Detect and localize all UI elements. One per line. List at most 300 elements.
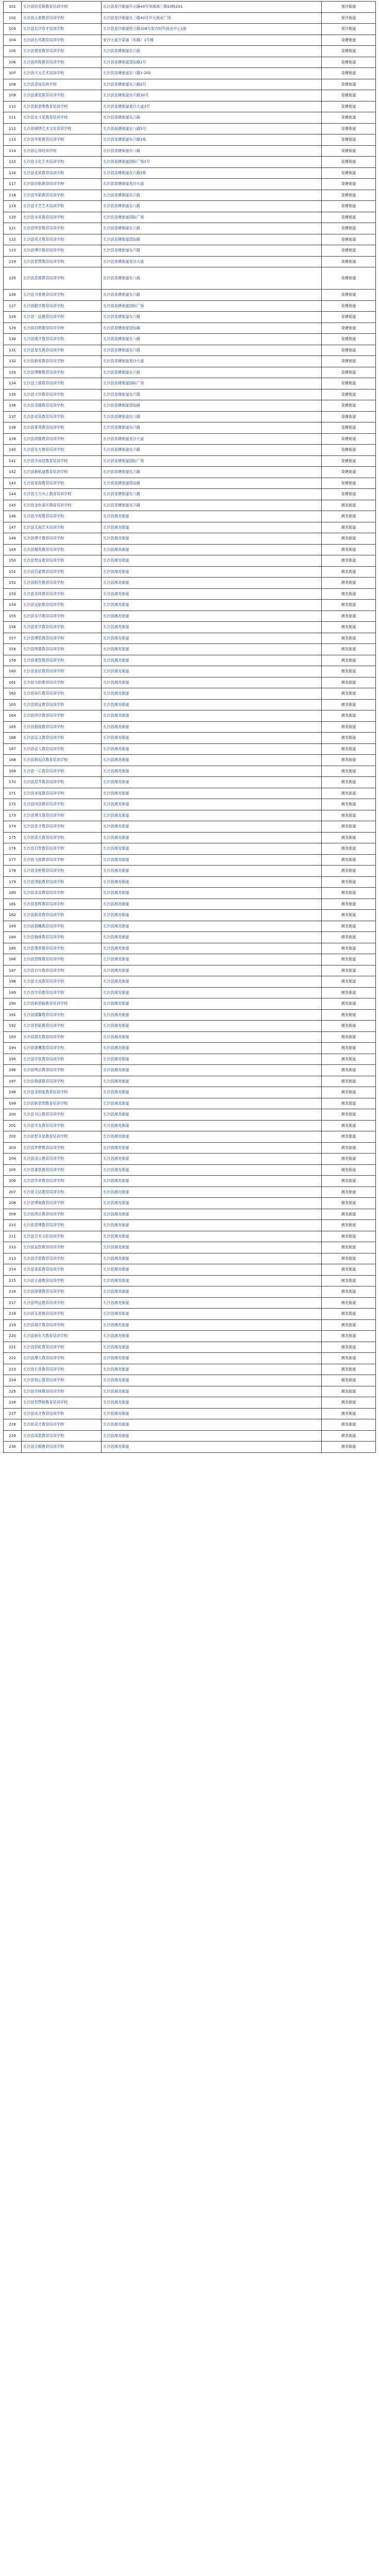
school-name: 长沙县翔宇教育培训学校 xyxy=(22,1319,102,1331)
row-number: 192 xyxy=(4,1021,22,1032)
school-area: 湘龙街道 xyxy=(322,1309,376,1320)
table-row xyxy=(4,1043,376,1054)
school-name: 长沙县德星教育培训学校 xyxy=(22,46,102,57)
school-name: 长沙县梦想教育培训学校 xyxy=(22,1142,102,1154)
table-row xyxy=(4,267,376,290)
school-area: 泉塘街道 xyxy=(322,433,376,445)
school-address: 长沙县泉塘街道东六路30号 xyxy=(102,90,322,101)
table-row xyxy=(4,145,376,157)
row-number: 176 xyxy=(4,843,22,855)
school-address: 长沙县湘龙街道 xyxy=(102,777,322,788)
school-address: 长沙县湘龙街道 xyxy=(102,854,322,866)
row-number: 224 xyxy=(4,1375,22,1386)
school-name: 长沙县同创教育培训学校 xyxy=(22,799,102,810)
school-name: 长沙县天成教育培训学校 xyxy=(22,976,102,988)
school-name: 长沙县心得培训学校 xyxy=(22,145,102,157)
school-name: 长沙县新东方教育培训学校 xyxy=(22,1331,102,1342)
table-row xyxy=(4,478,376,489)
row-number: 147 xyxy=(4,522,22,533)
table-row xyxy=(4,1087,376,1098)
school-name: 长沙县未来教育培训学校 xyxy=(22,212,102,223)
table-row xyxy=(4,987,376,998)
school-name: 长沙县智航教育培训学校 xyxy=(22,1021,102,1032)
school-area: 湘龙街道 xyxy=(322,1375,376,1386)
table-row xyxy=(4,455,376,467)
school-name: 长沙县卓越教育培训学校 xyxy=(22,400,102,412)
school-area: 湘龙街道 xyxy=(322,688,376,700)
school-address: 长沙县湘龙街道 xyxy=(102,544,322,555)
school-area: 湘龙街道 xyxy=(322,733,376,744)
row-number: 184 xyxy=(4,932,22,943)
row-number: 125 xyxy=(4,267,22,290)
school-name: 长沙县新航道教育培训学校 xyxy=(22,467,102,478)
school-name: 长沙县正道教育培训学校 xyxy=(22,1275,102,1286)
row-number: 102 xyxy=(4,12,22,24)
row-number: 127 xyxy=(4,300,22,312)
school-area: 湘龙街道 xyxy=(322,1164,376,1176)
school-area: 泉塘街道 xyxy=(322,267,376,290)
school-area: 湘龙街道 xyxy=(322,987,376,998)
table-row xyxy=(4,843,376,855)
table-row xyxy=(4,68,376,79)
school-name: 长沙县新星教育培训学校 xyxy=(22,356,102,367)
school-name: 长沙县新起点教育培训学校 xyxy=(22,755,102,766)
school-address: 长沙县湘龙街道 xyxy=(102,1231,322,1242)
row-number: 205 xyxy=(4,1164,22,1176)
table-row xyxy=(4,190,376,201)
row-number: 120 xyxy=(4,212,22,223)
row-number: 207 xyxy=(4,1187,22,1198)
row-number: 118 xyxy=(4,190,22,201)
school-name: 长沙县晨曦教育培训学校 xyxy=(22,921,102,932)
school-area: 湘龙街道 xyxy=(322,1386,376,1397)
row-number: 228 xyxy=(4,1419,22,1431)
row-number: 146 xyxy=(4,511,22,522)
table-row xyxy=(4,1021,376,1032)
school-name: 长沙县书香教育培训学校 xyxy=(22,290,102,301)
table-row xyxy=(4,467,376,478)
table-row xyxy=(4,1286,376,1298)
school-area: 星沙街道 xyxy=(322,24,376,35)
row-number: 141 xyxy=(4,455,22,467)
row-number: 203 xyxy=(4,1142,22,1154)
schools-table xyxy=(3,1,376,1453)
table-row xyxy=(4,1109,376,1121)
row-number: 124 xyxy=(4,256,22,267)
school-area: 湘龙街道 xyxy=(322,1198,376,1209)
table-row xyxy=(4,666,376,677)
school-area: 湘龙街道 xyxy=(322,1364,376,1375)
school-address: 长沙县湘龙街道 xyxy=(102,600,322,611)
school-name: 长沙县金钥匙教育培训学校 xyxy=(22,1087,102,1098)
school-name: 长沙县新思维教育培训学校 xyxy=(22,101,102,112)
row-number: 113 xyxy=(4,134,22,146)
school-area: 湘龙街道 xyxy=(322,644,376,655)
school-area: 湘龙街道 xyxy=(322,1264,376,1276)
row-number: 220 xyxy=(4,1331,22,1342)
school-area: 泉塘街道 xyxy=(322,411,376,422)
row-number: 187 xyxy=(4,965,22,976)
table-row xyxy=(4,2,376,13)
school-address: 长沙县湘龙街道 xyxy=(102,788,322,799)
row-number: 108 xyxy=(4,79,22,90)
school-address: 长沙县湘龙街道 xyxy=(102,699,322,710)
table-row xyxy=(4,367,376,378)
school-area: 泉塘街道 xyxy=(322,478,376,489)
row-number: 173 xyxy=(4,810,22,821)
row-number: 117 xyxy=(4,179,22,190)
school-name: 长沙县名师教育培训学校 xyxy=(22,588,102,600)
school-name: 长沙县明德教育培训学校 xyxy=(22,644,102,655)
school-address: 长沙县湘龙街道 xyxy=(102,1442,322,1453)
school-address: 长沙县泉塘街道望仙路 xyxy=(102,478,322,489)
schools-table-body xyxy=(4,2,376,1453)
school-area: 泉塘街道 xyxy=(322,378,376,389)
table-row xyxy=(4,1231,376,1242)
school-address: 长沙县湘龙街道 xyxy=(102,677,322,688)
school-name: 长沙县格致教育培训学校 xyxy=(22,721,102,733)
table-row xyxy=(4,644,376,655)
row-number: 198 xyxy=(4,1087,22,1098)
table-row xyxy=(4,356,376,367)
row-number: 149 xyxy=(4,544,22,555)
row-number: 218 xyxy=(4,1309,22,1320)
school-area: 湘龙街道 xyxy=(322,910,376,921)
table-row xyxy=(4,866,376,877)
school-area: 泉塘街道 xyxy=(322,179,376,190)
row-number: 131 xyxy=(4,345,22,356)
table-row xyxy=(4,655,376,666)
school-area: 湘龙街道 xyxy=(322,1286,376,1298)
table-row xyxy=(4,710,376,722)
school-address: 长沙县泉塘街道东六路 xyxy=(102,389,322,400)
table-row xyxy=(4,1442,376,1453)
row-number: 186 xyxy=(4,954,22,965)
row-number: 193 xyxy=(4,1031,22,1043)
school-address: 长沙县湘龙街道 xyxy=(102,1264,322,1276)
table-row xyxy=(4,1120,376,1131)
school-name: 长沙县墨香教育培训学校 xyxy=(22,943,102,954)
school-name: 长沙县青苗教育培训学校 xyxy=(22,888,102,899)
row-number: 174 xyxy=(4,821,22,833)
row-number: 116 xyxy=(4,167,22,179)
school-name: 长沙县东方教育培训学校 xyxy=(22,445,102,456)
table-row xyxy=(4,976,376,988)
school-area: 泉塘街道 xyxy=(322,323,376,334)
school-area: 泉塘街道 xyxy=(322,445,376,456)
row-number: 158 xyxy=(4,644,22,655)
school-area: 湘龙街道 xyxy=(322,710,376,722)
row-number: 132 xyxy=(4,356,22,367)
school-area: 泉塘街道 xyxy=(322,212,376,223)
school-name: 长沙县晨光教育培训学校 xyxy=(22,1031,102,1043)
row-number: 211 xyxy=(4,1231,22,1242)
school-address: 长沙县湘龙街道 xyxy=(102,943,322,954)
table-row xyxy=(4,511,376,522)
school-address: 长沙县湘龙街道 xyxy=(102,578,322,589)
school-name: 长沙县青蓝教育培训学校 xyxy=(22,1264,102,1276)
school-area: 湘龙街道 xyxy=(322,965,376,976)
row-number: 177 xyxy=(4,854,22,866)
school-name: 长沙县启蒙教育培训学校 xyxy=(22,566,102,578)
row-number: 171 xyxy=(4,788,22,799)
school-address: 长沙县泉塘街道东六路2栋 xyxy=(102,167,322,179)
school-address: 长沙县湘龙街道 xyxy=(102,1286,322,1298)
row-number: 152 xyxy=(4,578,22,589)
school-area: 湘龙街道 xyxy=(322,622,376,633)
school-address: 长沙县泉塘街道东六路 xyxy=(102,445,322,456)
school-address: 长沙县湘龙街道 xyxy=(102,1408,322,1419)
table-row xyxy=(4,389,376,400)
school-name: 长沙县惠星教育培训学校 xyxy=(22,90,102,101)
school-address: 长沙县泉塘街道东六路 xyxy=(102,500,322,511)
table-row xyxy=(4,1065,376,1076)
row-number: 130 xyxy=(4,334,22,345)
school-name: 长沙县百川教育培训学校 xyxy=(22,965,102,976)
school-address: 长沙县泉塘街道国际广场 xyxy=(102,378,322,389)
row-number: 119 xyxy=(4,201,22,212)
school-address: 长沙县湘龙街道 xyxy=(102,810,322,821)
school-area: 湘龙街道 xyxy=(322,866,376,877)
school-address: 长沙县湘龙街道 xyxy=(102,1021,322,1032)
row-number: 148 xyxy=(4,533,22,545)
school-name: 长沙县新苗教育培训学校 xyxy=(22,910,102,921)
table-row xyxy=(4,533,376,545)
school-address: 长沙县泉塘街道东六路 xyxy=(102,245,322,257)
table-row xyxy=(4,167,376,179)
row-number: 164 xyxy=(4,710,22,722)
school-address: 长沙县湘龙街道 xyxy=(102,1142,322,1154)
school-area: 湘龙街道 xyxy=(322,1442,376,1453)
school-area: 湘龙街道 xyxy=(322,743,376,755)
school-area: 湘龙街道 xyxy=(322,633,376,644)
school-name: 长沙县博瑞教育培训学校 xyxy=(22,1198,102,1209)
school-address: 长沙县泉塘街道东八路 xyxy=(102,489,322,500)
row-number: 194 xyxy=(4,1043,22,1054)
table-row xyxy=(4,1098,376,1109)
row-number: 101 xyxy=(4,2,22,13)
school-area: 湘龙街道 xyxy=(322,1297,376,1309)
table-row xyxy=(4,1187,376,1198)
school-address: 长沙县湘龙街道 xyxy=(102,511,322,522)
row-number: 103 xyxy=(4,24,22,35)
school-area: 湘龙街道 xyxy=(322,1397,376,1409)
school-address: 长沙县湘龙街道 xyxy=(102,533,322,545)
school-address: 长沙县泉塘街道星沙大道 xyxy=(102,179,322,190)
school-address: 长沙县湘龙街道 xyxy=(102,1342,322,1353)
school-address: 长沙县湘龙街道 xyxy=(102,522,322,533)
table-row xyxy=(4,1297,376,1309)
school-name: 长沙县飞扬教育培训学校 xyxy=(22,854,102,866)
school-name: 长沙县睿思教育培训学校 xyxy=(22,1164,102,1176)
school-name: 长沙县艺术文化培训学校 xyxy=(22,1231,102,1242)
school-address: 长沙县泉塘街道望仙路 xyxy=(102,234,322,245)
school-address: 长沙县湘龙街道 xyxy=(102,1065,322,1076)
table-row xyxy=(4,677,376,688)
school-name: 长沙县鸿志教育培训学校 xyxy=(22,1209,102,1220)
school-address: 长沙县泉塘街道东六路 xyxy=(102,422,322,434)
row-number: 206 xyxy=(4,1176,22,1187)
school-address: 长沙县泉塘街道东八路 xyxy=(102,411,322,422)
row-number: 199 xyxy=(4,1098,22,1109)
school-area: 泉塘街道 xyxy=(322,112,376,124)
school-name: 长沙县恒心教育培训学校 xyxy=(22,1375,102,1386)
school-address: 长沙县湘龙街道 xyxy=(102,1154,322,1165)
school-name: 长沙县学海教育培训学校 xyxy=(22,511,102,522)
table-row xyxy=(4,1164,376,1176)
school-area: 泉塘街道 xyxy=(322,90,376,101)
table-row xyxy=(4,300,376,312)
table-row xyxy=(4,1031,376,1043)
school-name: 长沙县厚德教育培训学校 xyxy=(22,1286,102,1298)
school-address: 长沙县湘龙街道 xyxy=(102,1364,322,1375)
table-row xyxy=(4,633,376,644)
school-area: 湘龙街道 xyxy=(322,1220,376,1231)
school-name: 长沙县德馨教育培训学校 xyxy=(22,1009,102,1021)
school-name: 长沙县达人教育培训学校 xyxy=(22,743,102,755)
row-number: 161 xyxy=(4,677,22,688)
school-address: 长沙县泉塘街道东六路1栋 xyxy=(102,134,322,146)
school-name: 长沙县乐思教育培训学校 xyxy=(22,1309,102,1320)
school-name: 长沙县博学教育培训学校 xyxy=(22,245,102,257)
table-row xyxy=(4,821,376,833)
school-address: 长沙县湘龙街道 xyxy=(102,832,322,843)
row-number: 137 xyxy=(4,411,22,422)
table-row xyxy=(4,699,376,710)
table-row xyxy=(4,35,376,46)
row-number: 105 xyxy=(4,46,22,57)
school-address: 长沙县湘龙街道 xyxy=(102,1098,322,1109)
table-row xyxy=(4,777,376,788)
table-row xyxy=(4,1275,376,1286)
table-row xyxy=(4,57,376,68)
school-address: 长沙县湘龙街道 xyxy=(102,1353,322,1364)
school-address: 长沙县湘龙街道 xyxy=(102,899,322,910)
school-area: 泉塘街道 xyxy=(322,300,376,312)
school-name: 长沙县致远教育培训学校 xyxy=(22,699,102,710)
school-address: 长沙县湘龙街道 xyxy=(102,1131,322,1143)
school-area: 湘龙街道 xyxy=(322,566,376,578)
row-number: 222 xyxy=(4,1353,22,1364)
school-name: 长沙县学而思教育培训学校 xyxy=(22,455,102,467)
school-name: 长沙县勤学教育培训学校 xyxy=(22,300,102,312)
school-address: 长沙县湘龙街道 xyxy=(102,1120,322,1131)
school-address: 长沙县湘龙街道 xyxy=(102,1309,322,1320)
row-number: 226 xyxy=(4,1397,22,1409)
school-area: 泉塘街道 xyxy=(322,290,376,301)
row-number: 134 xyxy=(4,378,22,389)
table-row xyxy=(4,24,376,35)
school-area: 湘龙街道 xyxy=(322,1021,376,1032)
row-number: 153 xyxy=(4,588,22,600)
table-row xyxy=(4,921,376,932)
school-name: 长沙县优才教育培训学校 xyxy=(22,821,102,833)
table-row xyxy=(4,445,376,456)
row-number: 126 xyxy=(4,290,22,301)
school-address: 长沙县湘龙街道 xyxy=(102,821,322,833)
school-name: 长沙县锦绣艺术文化培训学校 xyxy=(22,123,102,134)
table-row xyxy=(4,743,376,755)
school-address: 长沙县湘龙街道 xyxy=(102,1176,322,1187)
school-area: 泉塘街道 xyxy=(322,157,376,168)
school-name: 长沙县睿智教育培训学校 xyxy=(22,655,102,666)
table-row xyxy=(4,998,376,1010)
school-name: 长沙县新思路教育培训学校 xyxy=(22,998,102,1010)
table-row xyxy=(4,1142,376,1154)
row-number: 136 xyxy=(4,400,22,412)
school-address: 长沙县泉塘街道星沙大道 xyxy=(102,433,322,445)
school-area: 湘龙街道 xyxy=(322,899,376,910)
row-number: 179 xyxy=(4,876,22,888)
school-area: 湘龙街道 xyxy=(322,888,376,899)
school-address: 长沙县泉塘街道星沙大道 xyxy=(102,256,322,267)
school-area: 湘龙街道 xyxy=(322,1353,376,1364)
table-row xyxy=(4,799,376,810)
table-row xyxy=(4,179,376,190)
school-area: 湘龙街道 xyxy=(322,1430,376,1442)
school-address: 长沙县湘龙街道 xyxy=(102,1253,322,1264)
school-address: 长沙县湘龙街道 xyxy=(102,555,322,567)
school-address: 长沙县湘龙街道 xyxy=(102,633,322,644)
school-area: 泉塘街道 xyxy=(322,455,376,467)
row-number: 114 xyxy=(4,145,22,157)
school-name: 长沙县领航教育培训学校 xyxy=(22,876,102,888)
table-row xyxy=(4,1242,376,1253)
school-address: 长沙县湘龙街道 xyxy=(102,888,322,899)
table-row xyxy=(4,157,376,168)
school-area: 湘龙街道 xyxy=(322,1342,376,1353)
school-address: 长沙县湘龙街道 xyxy=(102,1275,322,1286)
row-number: 162 xyxy=(4,688,22,700)
school-area: 星沙街道 xyxy=(322,2,376,13)
school-name: 长沙县博大教育培训学校 xyxy=(22,1353,102,1364)
school-area: 湘龙街道 xyxy=(322,666,376,677)
row-number: 195 xyxy=(4,1054,22,1065)
school-address: 长沙县泉塘街道东六路 xyxy=(102,290,322,301)
school-name: 长沙县学林教育培训学校 xyxy=(22,1386,102,1397)
school-address: 长沙县星沙街道特立路208号星沙时代商业中心1栋 xyxy=(102,24,322,35)
school-name: 长沙县华章教育培训学校 xyxy=(22,1176,102,1187)
school-area: 湘龙街道 xyxy=(322,1043,376,1054)
school-area: 湘龙街道 xyxy=(322,1209,376,1220)
school-name: 长沙县彩虹教育培训学校 xyxy=(22,1342,102,1353)
row-number: 121 xyxy=(4,223,22,234)
table-row xyxy=(4,123,376,134)
row-number: 156 xyxy=(4,622,22,633)
school-address: 长沙县湘龙街道 xyxy=(102,1220,322,1231)
school-address: 长沙县湘龙街道 xyxy=(102,1031,322,1043)
school-area: 泉塘街道 xyxy=(322,356,376,367)
school-area: 泉塘街道 xyxy=(322,467,376,478)
table-row xyxy=(4,832,376,843)
school-name: 长沙县长风教育培训学校 xyxy=(22,35,102,46)
school-area: 泉塘街道 xyxy=(322,367,376,378)
school-address: 长沙县泉塘街道东六路2号 xyxy=(102,79,322,90)
table-row xyxy=(4,1364,376,1375)
school-name: 长沙县高思教育培训学校 xyxy=(22,1430,102,1442)
row-number: 221 xyxy=(4,1342,22,1353)
school-name: 长沙县立德教育培训学校 xyxy=(22,378,102,389)
table-row xyxy=(4,1353,376,1364)
school-area: 泉塘街道 xyxy=(322,234,376,245)
school-address: 长沙县泉塘街道东六路 xyxy=(102,345,322,356)
school-name: 长沙县优质教育培训学校 xyxy=(22,167,102,179)
school-area: 湘龙街道 xyxy=(322,588,376,600)
school-name: 长沙县华新教育培训学校 xyxy=(22,190,102,201)
school-address: 长沙县湘龙街道 xyxy=(102,644,322,655)
school-name: 长沙县文韵教育培训学校 xyxy=(22,677,102,688)
table-row xyxy=(4,134,376,146)
